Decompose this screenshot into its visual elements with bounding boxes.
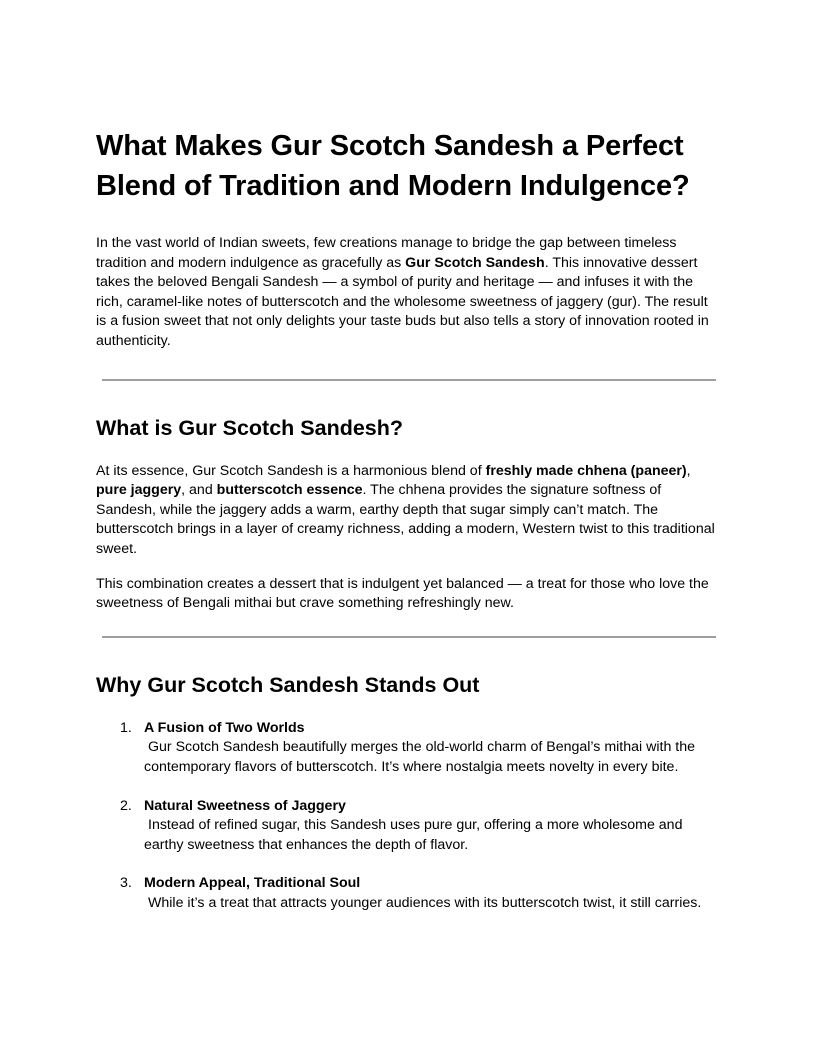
- bold-butterscotch: butterscotch essence: [216, 482, 363, 499]
- divider: [102, 379, 716, 381]
- list-item-title: Natural Sweetness of Jaggery: [144, 797, 346, 814]
- intro-bold-name: Gur Scotch Sandesh: [405, 254, 545, 271]
- intro-text-before: In the vast world of Indian sweets, few creations manage to bridge the gap between timeless tradition and modern indulgence as gracefully as: [96, 235, 677, 271]
- what-is-paragraph-2: This combination creates a dessert that is indulgent yet balanced — a treat for those who love the sweetness of Bengali mithai but crave something refreshingly new.: [96, 575, 709, 612]
- page-title: What Makes Gur Scotch Sandesh a Perfect Blend of Tradition and Modern Indulgence?: [96, 130, 690, 202]
- divider: [102, 636, 716, 638]
- list-number: 3.: [120, 875, 132, 892]
- list-item-title: Modern Appeal, Traditional Soul: [144, 875, 361, 892]
- list-item: [96, 874, 720, 913]
- list-item-text: Gur Scotch Sandesh beautifully merges the old-world charm of Bengal’s mithai with the contemporary flavors of butterscotch. It’s where nostalgia meets novelty in every bite.: [144, 739, 699, 775]
- section-heading-what-is: What is Gur Scotch Sandesh?: [96, 415, 404, 440]
- stands-out-list: [96, 719, 720, 914]
- intro-text-after: . This innovative dessert takes the beloved Bengali Sandesh — a symbol of purity and heritage — and infuses it with the rich, caramel-like notes of butterscotch and the wholesome sweetness of jaggery (gur). The result is a fusion sweet that not only delights your taste buds but also tells a story of innovation rooted in authenticity.: [96, 254, 709, 349]
- list-item-title: A Fusion of Two Worlds: [144, 719, 305, 736]
- text-run: . The chhena provides the signature softness of Sandesh, while the jaggery adds a warm, earthy depth that sugar simply can’t match. The butterscotch brings in a layer of creamy richness, adding a modern, Western twist to this traditional sweet.: [96, 482, 715, 557]
- document-page: [96, 126, 720, 932]
- intro-paragraph: [96, 234, 720, 352]
- text-run: At its essence, Gur Scotch Sandesh is a harmonious blend of: [96, 462, 486, 479]
- list-number: 1.: [120, 719, 132, 736]
- bold-jaggery: pure jaggery: [96, 482, 182, 499]
- list-item-text: While it’s a treat that attracts younger audiences with its butterscotch twist, it still carries.: [148, 894, 702, 911]
- bold-chhena: freshly made chhena (paneer): [485, 462, 687, 479]
- text-run: , and: [181, 482, 217, 499]
- list-item: [96, 719, 720, 778]
- what-is-paragraph-1: [96, 462, 720, 560]
- list-number: 2.: [120, 797, 132, 814]
- section-heading-stands-out: Why Gur Scotch Sandesh Stands Out: [96, 672, 480, 697]
- list-item: [96, 797, 720, 856]
- list-item-text: Instead of refined sugar, this Sandesh uses pure gur, offering a more wholesome and earthy sweetness that enhances the depth of flavor.: [144, 817, 687, 853]
- text-run: ,: [686, 462, 691, 479]
